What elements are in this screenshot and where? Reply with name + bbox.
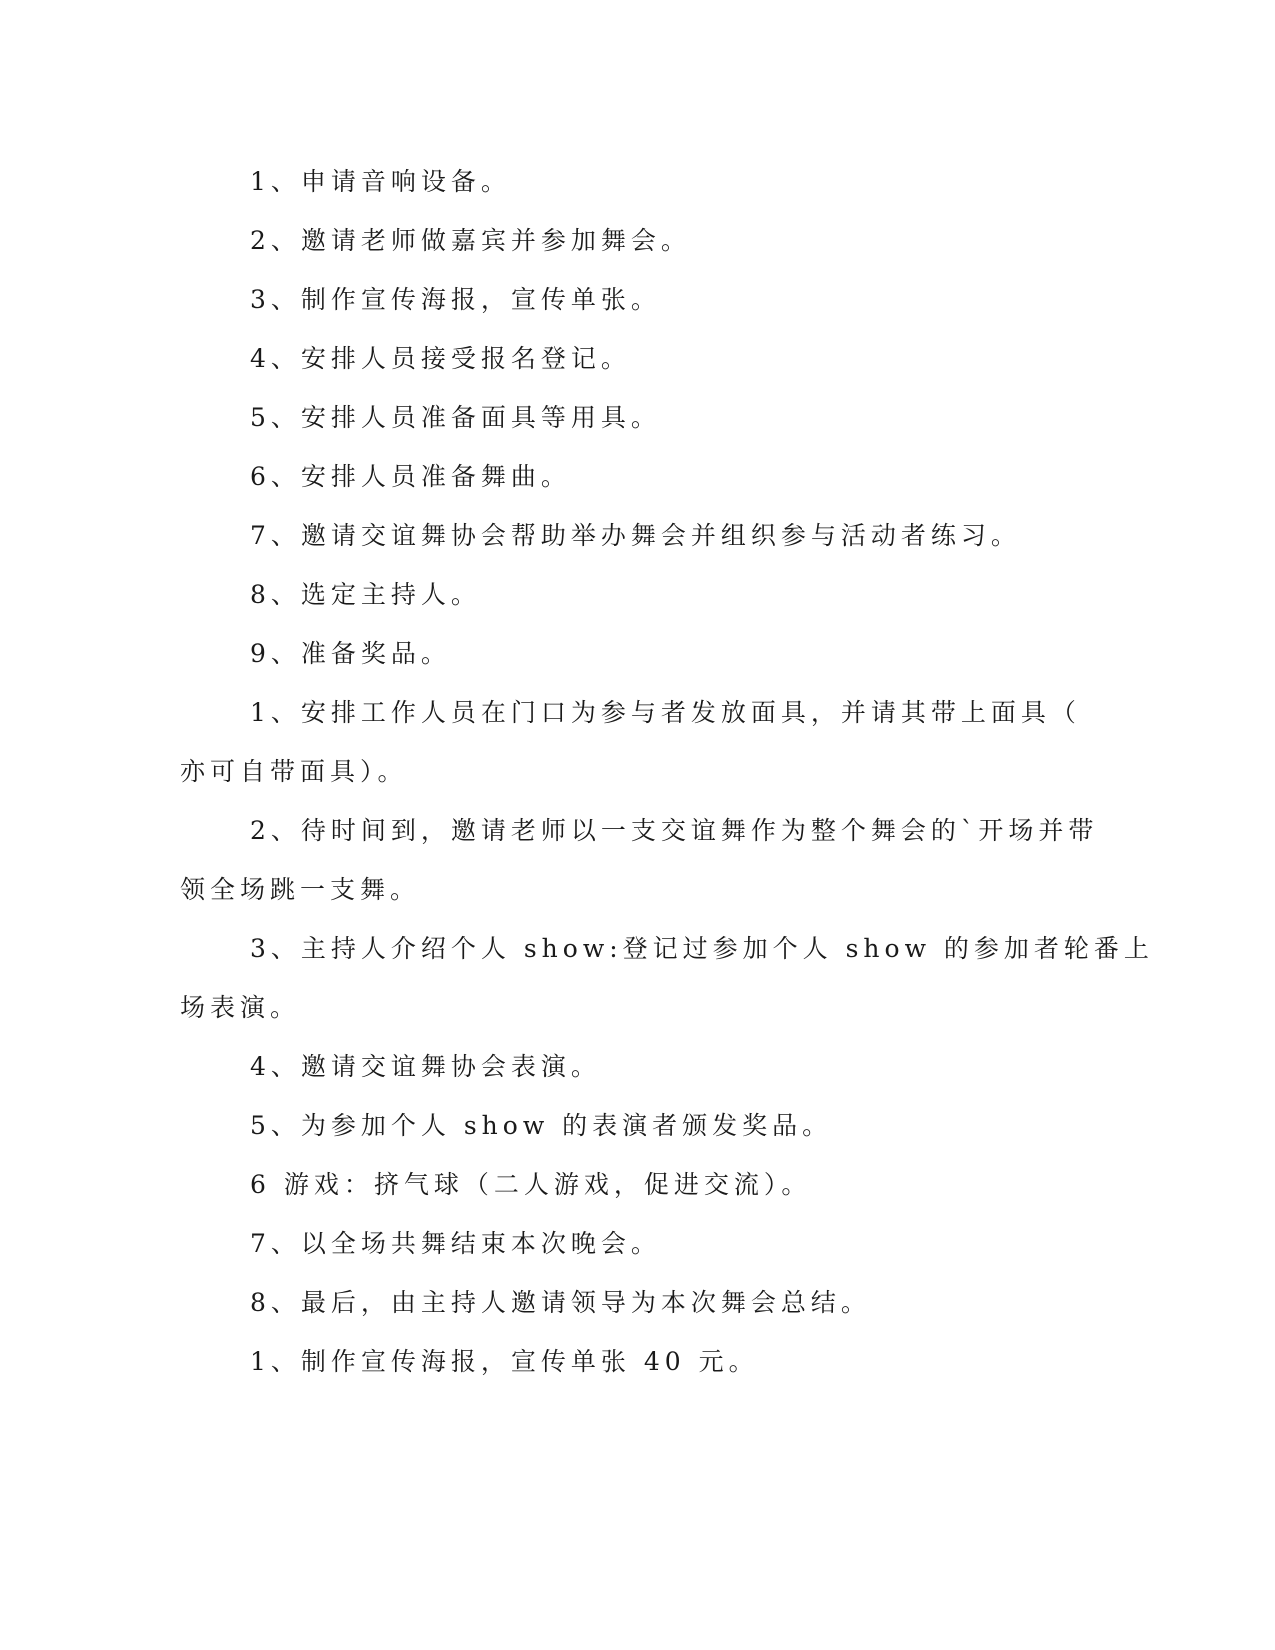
- text-line: 亦可自带面具）。: [180, 757, 408, 786]
- text-line: 5、为参加个人 show 的表演者颁发奖品。: [250, 1111, 833, 1140]
- text-line: 1、申请音响设备。: [250, 167, 511, 196]
- text-line: 场表演。: [180, 993, 301, 1022]
- text-line: 9、准备奖品。: [250, 639, 451, 668]
- text-line: 1、安排工作人员在门口为参与者发放面具，并请其带上面具（: [250, 698, 1081, 727]
- text-line: 4、邀请交谊舞协会表演。: [250, 1052, 601, 1081]
- text-line: 2、待时间到，邀请老师以一支交谊舞作为整个舞会的`开场并带: [250, 816, 1099, 845]
- text-line: 1、制作宣传海报，宣传单张 40 元。: [250, 1347, 759, 1376]
- text-line: 领全场跳一支舞。: [180, 875, 421, 904]
- text-line: 3、主持人介绍个人 show:登记过参加个人 show 的参加者轮番上: [250, 934, 1154, 963]
- text-line: 7、邀请交谊舞协会帮助举办舞会并组织参与活动者练习。: [250, 521, 1021, 550]
- text-line: 6 游戏：挤气球（二人游戏，促进交流）。: [250, 1170, 812, 1199]
- text-line: 3、制作宣传海报，宣传单张。: [250, 285, 661, 314]
- text-line: 2、邀请老师做嘉宾并参加舞会。: [250, 226, 691, 255]
- text-line: 6、安排人员准备舞曲。: [250, 462, 571, 491]
- text-line: 5、安排人员准备面具等用具。: [250, 403, 661, 432]
- text-line: 4、安排人员接受报名登记。: [250, 344, 631, 373]
- text-line: 8、选定主持人。: [250, 580, 481, 609]
- text-line: 7、以全场共舞结束本次晚会。: [250, 1229, 661, 1258]
- text-line: 8、最后，由主持人邀请领导为本次舞会总结。: [250, 1288, 871, 1317]
